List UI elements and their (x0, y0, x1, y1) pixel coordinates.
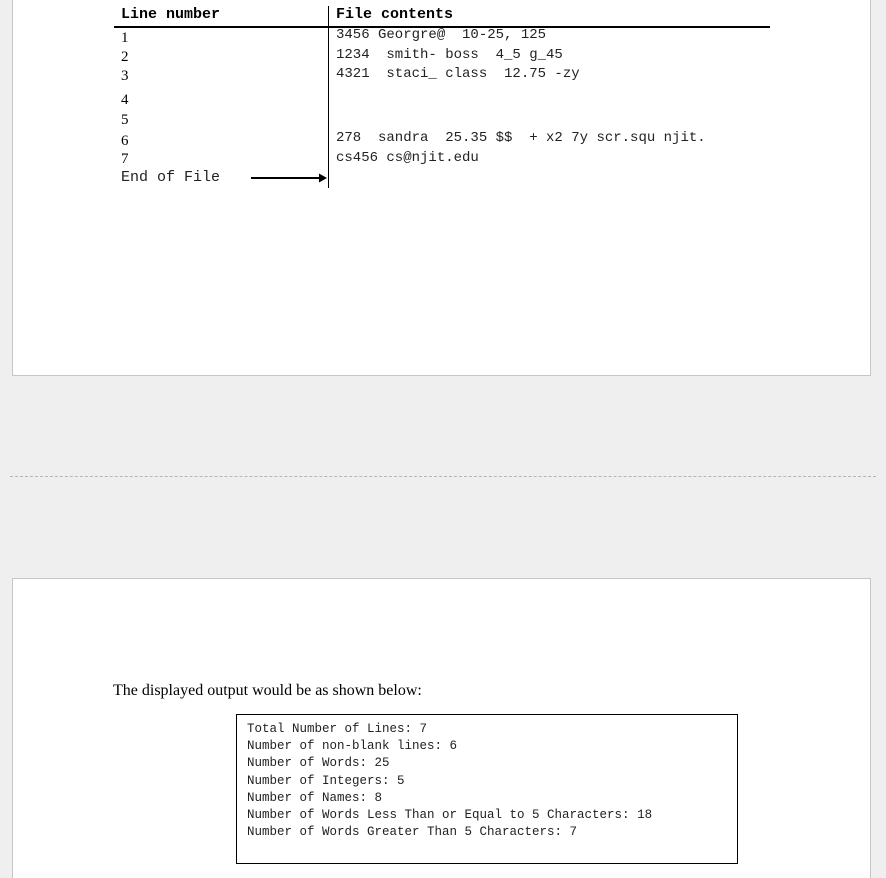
file-line-content: 1234 smith- boss 4_5 g_45 (336, 47, 563, 63)
file-contents-header: File contents (336, 6, 454, 23)
file-line-content: 278 sandra 25.35 $$ + x2 7y scr.squ njit. (336, 130, 706, 146)
end-of-file-label: End of File (121, 169, 221, 186)
line-number-header: Line number (121, 6, 221, 23)
output-box (236, 714, 738, 864)
output-line: Number of Words Greater Than 5 Characters: 7 (247, 825, 578, 840)
output-line: Total Number of Lines: 7 (247, 722, 428, 736)
column-divider (328, 6, 329, 188)
page-divider (10, 476, 876, 477)
output-line: Number of Integers: 5 (247, 773, 405, 788)
arrow-right-icon (251, 172, 327, 184)
file-line-content: 3456 Georgre@ 10-25, 125 (336, 27, 547, 43)
line-number: 7 (121, 151, 129, 167)
line-number: 1 (121, 30, 129, 46)
output-line: Number of Words: 25 (247, 756, 390, 771)
output-line: Number of Words Less Than or Equal to 5 Characters: 18 (247, 808, 653, 823)
output-line: Number of non-blank lines: 6 (247, 739, 458, 754)
line-number: 5 (121, 112, 129, 128)
line-number: 6 (121, 133, 129, 149)
output-line: Number of Names: 8 (247, 790, 383, 805)
line-number: 3 (121, 68, 129, 84)
file-line-content: 4321 staci_ class 12.75 -zy (336, 66, 580, 82)
file-line-content: cs456 cs@njit.edu (336, 150, 479, 166)
output-caption: The displayed output would be as shown below: (113, 682, 422, 699)
line-number: 4 (121, 92, 129, 108)
line-number: 2 (121, 49, 129, 65)
